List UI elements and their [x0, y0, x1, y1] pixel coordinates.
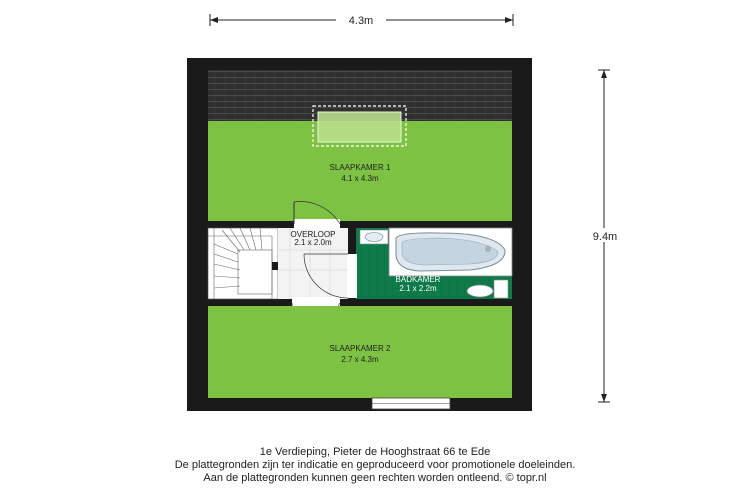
width-label: 4.3m — [348, 15, 374, 27]
badkamer-size: 2.1 x 2.2m — [399, 284, 437, 293]
slaapkamer-2-name: SLAAPKAMER 2 — [329, 344, 391, 353]
caption-disclaimer: De plattegronden zijn ter indicatie en geproduceerd voor promotionele doeleinden. — [174, 459, 576, 471]
window-bottom — [372, 398, 450, 409]
height-label: 9.4m — [592, 231, 618, 243]
slaapkamer-2-size: 2.7 x 4.3m — [341, 355, 379, 364]
skylight — [313, 106, 406, 146]
slaapkamer-1-size: 4.1 x 4.3m — [341, 174, 379, 183]
caption-rights: Aan de plattegronden kunnen geen rechten worden ontleend. © topr.nl — [203, 472, 547, 484]
badkamer-name: BADKAMER — [395, 275, 441, 284]
bathtub — [389, 228, 512, 276]
slaapkamer-1-name: SLAAPKAMER 1 — [329, 163, 391, 172]
overloop-name: OVERLOOP — [290, 230, 336, 239]
caption-title: 1e Verdieping, Pieter de Hooghstraat 66 te Ede — [259, 446, 491, 458]
interior-wall — [208, 299, 512, 306]
sink — [360, 230, 388, 244]
overloop-size: 2.1 x 2.0m — [294, 238, 332, 247]
interior-wall — [208, 221, 512, 228]
staircase — [208, 228, 280, 299]
height-dimension — [586, 70, 624, 402]
width-dimension — [210, 12, 513, 27]
